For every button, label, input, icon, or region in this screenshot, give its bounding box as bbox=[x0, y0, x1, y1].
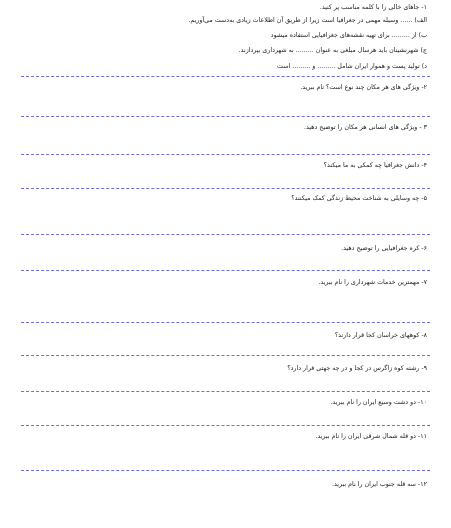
q1-item-d: د) تولید پست و هموار ایران شامل ......... و ......... است bbox=[277, 63, 427, 70]
separator-line bbox=[21, 470, 430, 471]
question-8: ۸- کوههای خراسان کجا قرار دارند؟ bbox=[334, 332, 427, 339]
q1-item-b: ب) از ......... برای تهیه نقشه‌های جغرافیایی استفاده میشود bbox=[270, 32, 427, 39]
separator-line bbox=[21, 188, 430, 189]
q1-item-c: ج) شهرنشینان باید هرسال مبلغی به عنوان ......... به شهرداری بپردازند. bbox=[238, 47, 427, 54]
question-4: ۴- دانش جغرافیا چه کمکی به ما میکند؟ bbox=[323, 162, 427, 169]
separator-line bbox=[21, 322, 430, 323]
question-6: ۶- کره جغرافیایی را توضیح دهید. bbox=[341, 245, 427, 252]
separator-line bbox=[21, 154, 430, 155]
separator-line bbox=[21, 76, 430, 77]
q1-title: ۱- جاهای خالی را با کلمه مناسب پر کنید. bbox=[319, 4, 427, 11]
question-9: ۹- رشته کوه زاگرس در کجا و در چه جهتی قرار دارد؟ bbox=[287, 365, 427, 372]
question-12: ۱۲- سه قله جنوب ایران را نام ببرید. bbox=[331, 481, 427, 488]
q1-item-a: الف) ...... وسیله مهمی در جغرافیا است زیرا از طریق آن اطلاعات زیادی به‌دست می‌آوریم. bbox=[188, 17, 427, 24]
question-5: ۵- چه وسایلی به شناخت محیط زندگی کمک میکنند؟ bbox=[291, 195, 427, 202]
question-11: ۱۱- دو قله شمال شرقی ایران را نام ببرید. bbox=[315, 433, 427, 440]
separator-line bbox=[21, 355, 430, 356]
separator-line bbox=[21, 234, 430, 235]
separator-line bbox=[21, 425, 430, 426]
question-3: ۳ - ویژگی های انسانی هر مکان را توضیح دهید. bbox=[303, 124, 427, 131]
separator-line bbox=[21, 391, 430, 392]
question-2: ۲- ویژگی های هر مکان چند نوع است؟ نام ببرید. bbox=[300, 84, 427, 91]
separator-line bbox=[21, 270, 430, 271]
separator-line bbox=[21, 116, 430, 117]
question-7: ۷- مهمترین خدمات شهرداری را نام ببرید. bbox=[318, 279, 427, 286]
question-10: ۱۰- دو دشت وسیع ایران را نام ببرید. bbox=[330, 399, 427, 406]
